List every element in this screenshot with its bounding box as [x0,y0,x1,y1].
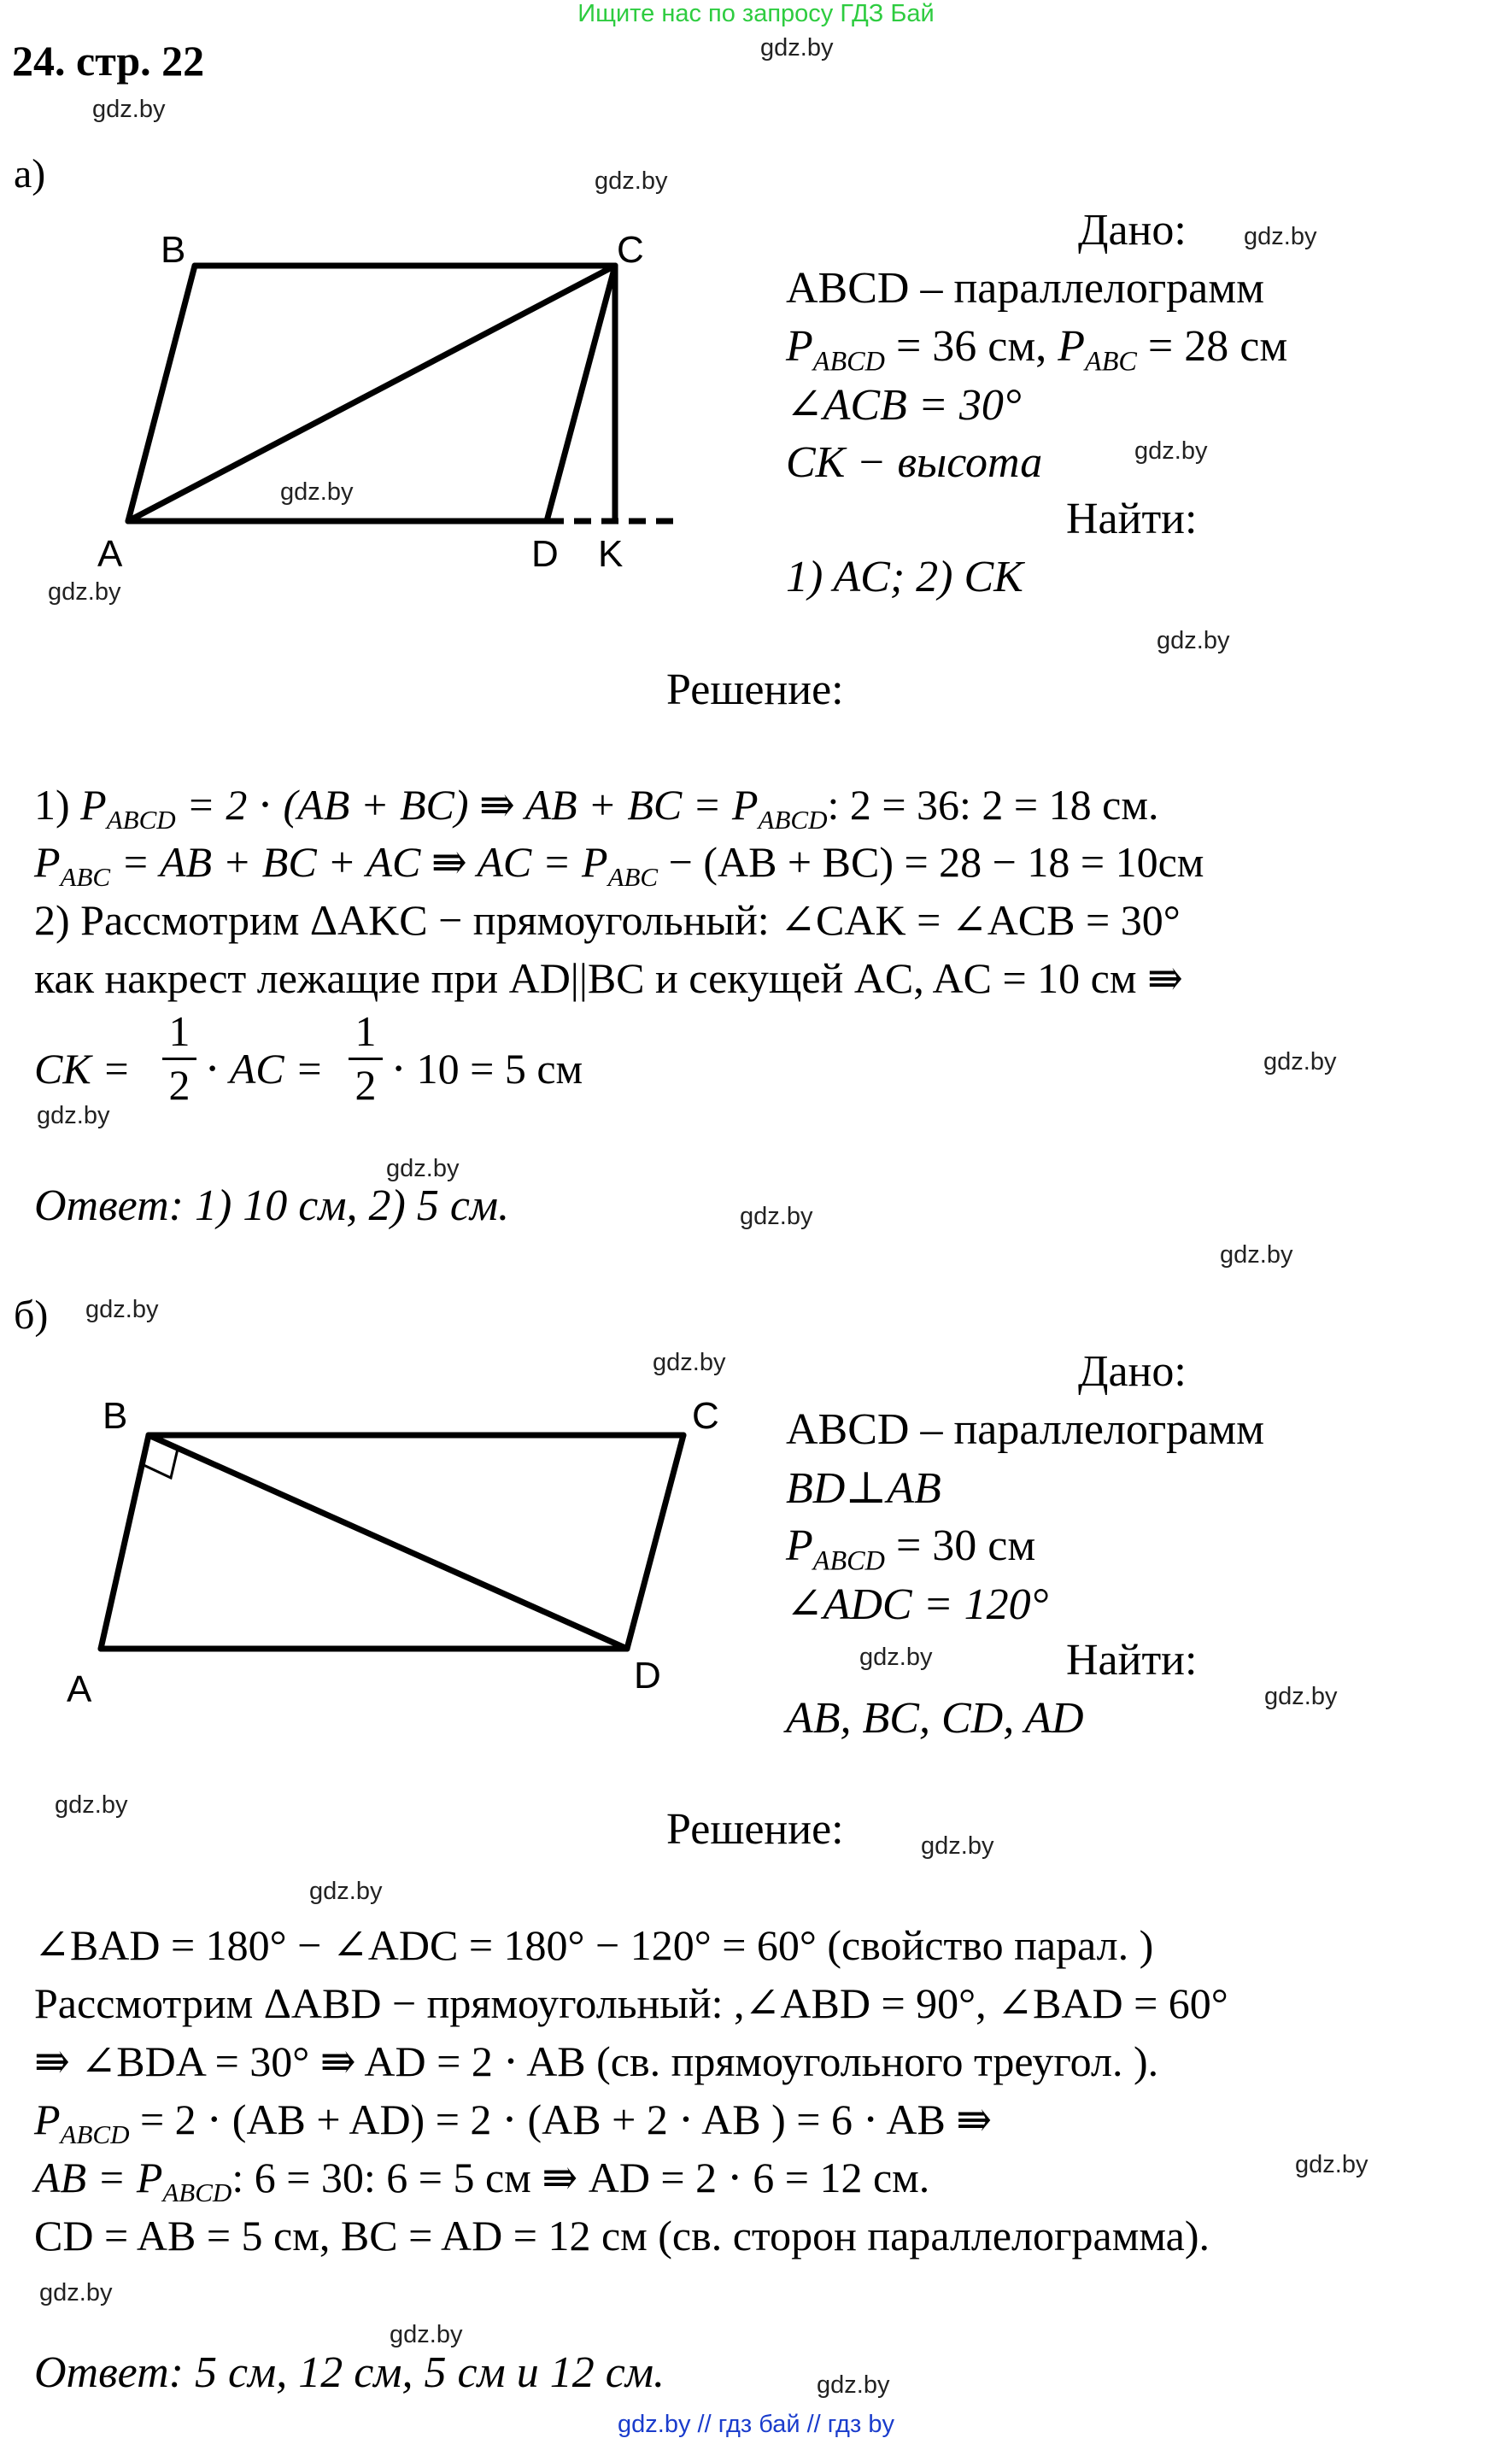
vertex-label: K [598,533,624,575]
watermark: gdz.by [1157,627,1230,654]
vertex-label: A [97,533,123,575]
watermark: gdz.by [1220,1241,1293,1269]
given-line: ∠ACB = 30° [786,381,1022,430]
find-title: Найти: [1066,1636,1198,1685]
side-cd [547,266,615,521]
watermark: gdz.by [280,478,354,506]
solution-line: Рассмотрим ΔABD − прямоугольный: ,∠ABD = 90°, ∠BAD = 60° [34,1979,1228,2027]
fraction: $\frac{1}{2}$ [349,1006,383,1110]
watermark: gdz.by [1134,437,1208,465]
solution-line: ⋅ 10 = 5 см [391,1045,583,1093]
watermark: gdz.by [1295,2151,1368,2178]
part-b-label: б) [14,1292,49,1338]
watermark: gdz.by [309,1878,383,1905]
watermark: gdz.by [92,96,166,123]
given-title: Дано: [1078,206,1187,255]
given-line: ABCD – параллелограмм [786,264,1265,313]
find-title: Найти: [1066,495,1198,543]
watermark: gdz.by [39,2279,113,2306]
watermark: gdz.by [48,578,121,606]
given-title: Дано: [1078,1347,1187,1396]
find-line: 1) AC; 2) CK [786,553,1023,601]
given-line: ∠ADC = 120° [786,1580,1049,1629]
vertex-label: D [634,1655,661,1697]
answer: Ответ: 5 см, 12 см, 5 см и 12 см. [34,2348,665,2397]
given-line: $P_{ABCD} = 30$ см [786,1521,1036,1576]
part-a-label: а) [14,151,46,196]
solution-title: Решение: [666,1805,844,1854]
side-ab [128,266,195,521]
watermark: gdz.by [760,34,834,62]
watermark: gdz.by [859,1644,933,1671]
watermark: gdz.by [595,167,668,195]
solution-line: $P_{ABC}$ = AB + BC + AC ⇛ AC = $P_{ABC} - (AB + BC) = 28 - 18 = 10см$ [34,838,1204,892]
watermark: gdz.by [1263,1048,1337,1076]
diagonal-ac [128,266,615,521]
vertex-label: C [617,229,644,271]
solution-line: как накрест лежащие при AD||BC и секущей AC, AC = 10 см ⇛ [34,954,1183,1002]
watermark: gdz.by [386,1155,460,1182]
watermark: gdz.by [37,1102,110,1129]
watermark: gdz.by [1244,223,1317,250]
vertex-label: D [531,533,559,575]
solution-line: AB = $P_{ABCD}$: 6 = 30: 6 = 5 см ⇛ AD = 2 ⋅ 6 = 12 см. [34,2154,930,2207]
find-line: AB, BC, CD, AD [786,1694,1084,1743]
part-b-figure [60,1392,743,1717]
watermark: gdz.by [817,2371,890,2399]
side-cd [627,1435,683,1649]
search-banner[interactable]: Ищите нас по запросу ГДЗ Бай [577,0,935,27]
watermark: gdz.by [85,1296,159,1323]
solution-line: 2) Рассмотрим ΔAKC − прямоугольный: ∠CAK = ∠ACB = 30° [34,896,1181,944]
vertex-label: B [103,1395,128,1437]
solution-line: ∠BAD = 180° − ∠ADC = 180° − 120° = 60° (свойство парал. ) [34,1921,1154,1969]
solution-line: CK = [34,1045,131,1093]
given-line: ABCD – параллелограмм [786,1405,1265,1454]
part-a-figure [85,218,700,577]
vertex-label: A [67,1668,92,1710]
diagonal-bd [149,1435,627,1649]
fraction: $\frac{1}{2}$ [162,1006,196,1110]
solution-title: Решение: [666,665,844,714]
given-line: $P_{ABCD} = 36$ см, $P_{ABC} = 28$ см [786,322,1288,377]
solution-line: $P_{ABCD} = 2 \cdot (AB + AD) = 2 \cdot (AB + 2$ ⋅ AB ) = 6 ⋅ AB ⇛ [34,2095,993,2149]
answer: Ответ: 1) 10 см, 2) 5 см. [34,1181,510,1230]
solution-line: CD = AB = 5 см, BC = AD = 12 см (св. сторон параллелограмма). [34,2212,1210,2260]
solution-line: ⇛ ∠BDA = 30° ⇛ AD = 2 ⋅ AB (св. прямоугольного треугол. ). [34,2037,1159,2085]
given-line: CK − высота [786,438,1043,487]
watermark: gdz.by [921,1832,994,1860]
side-ab [101,1435,149,1649]
watermark: gdz.by [740,1203,813,1230]
watermark: gdz.by [55,1791,128,1819]
watermark: gdz.by [1264,1683,1338,1710]
page-title: 24. стр. 22 [12,37,205,85]
watermark: gdz.by [390,2321,463,2348]
vertex-label: B [161,229,186,271]
watermark: gdz.by [653,1349,726,1376]
given-line: BD⊥AB [786,1464,941,1513]
solution-line: 1) $P_{ABCD} = 2 \cdot (AB + BC)$ ⇛ AB + BC = $P_{ABCD}$: 2 = 36: 2 = 18 см. [34,781,1159,835]
solution-line: ⋅ AC = [205,1045,324,1093]
vertex-label: C [692,1395,719,1437]
footer-links[interactable]: gdz.by // гдз бай // гдз by [618,2411,894,2438]
